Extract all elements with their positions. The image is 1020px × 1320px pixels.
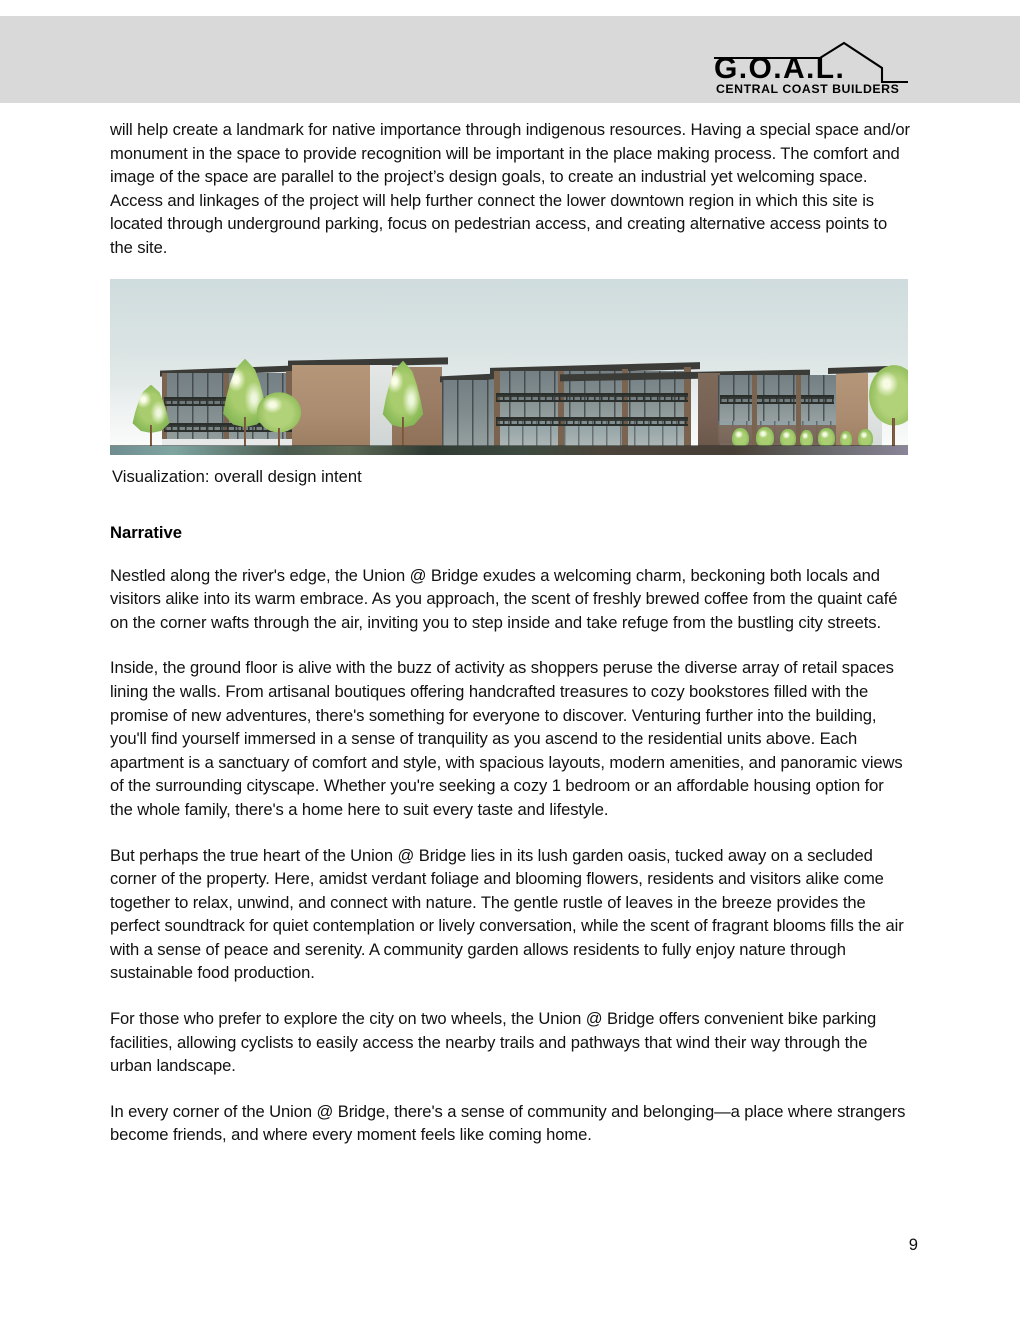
tree <box>256 391 302 447</box>
architectural-rendering-image <box>110 279 908 455</box>
railing-right-a-l3 <box>496 393 688 402</box>
tree-trunk <box>150 425 152 446</box>
mullion-right-a2 <box>558 371 564 447</box>
logo-tagline: CENTRAL COAST BUILDERS <box>716 82 900 96</box>
tree <box>868 363 908 447</box>
narrative-paragraph: But perhaps the true heart of the Union @ Bridge lies in its lush garden oasis, tucked away on a secluded corner of the property. Here, amidst verdant foliage and blooming flowers, residents and visitors alike come together to relax, unwind, and connect with nature. The gentle rustle of leaves in the breeze provides the perfect soundtrack for quiet contemplation or lively conversation, while the scent of fragrant blooms fills the air with a sense of peace and serenity. A community garden allows residents to fully enjoy nature through sustainable food production. <box>110 845 904 983</box>
stucco-fin-right <box>698 373 720 447</box>
planter-shrub <box>756 427 774 447</box>
narrative-heading: Narrative <box>110 522 182 542</box>
ground-plane <box>110 446 908 455</box>
tree-trunk <box>892 418 895 447</box>
railing-right-a-l2 <box>496 417 688 426</box>
narrative-paragraph: For those who prefer to explore the city on two wheels, the Union @ Bridge offers convenient bike parking facilities, allowing cyclists to easily access the nearby trails and pathways that wind their way through the urban landscape. <box>110 1009 877 1076</box>
railing-right-b-l3 <box>720 395 834 404</box>
continued-paragraph: will help create a landmark for native importance through indigenous resources. Having a special space and/or monument in the space to provide recognition will be important in the place making process. The comfort and image of the space are parallel to the project’s design goals, to create an industrial yet welcoming space. Access and linkages of the project will help further connect the lower downtown region in which this site is located through underground parking, focus on pedestrian access, and creating alternative access points to the site. <box>110 120 910 257</box>
mullion-right-a1 <box>494 371 500 447</box>
goal-logo <box>712 38 908 96</box>
tree-trunk <box>244 417 247 447</box>
narrative-paragraph: Nestled along the river's edge, the Union @ Bridge exudes a welcoming charm, beckoning both locals and visitors alike into its warm embrace. As you approach, the scent of freshly brewed coffee from the quaint café on the corner wafts through the air, inviting you to step inside and take refuge from the bustling city streets. <box>110 565 898 632</box>
page-header-band <box>0 16 1020 103</box>
goal-logo-svg <box>712 38 908 96</box>
tree <box>380 361 426 447</box>
mullion-right-a3 <box>622 369 628 447</box>
page-body <box>0 103 1020 1169</box>
narrative-paragraph: In every corner of the Union @ Bridge, there's a sense of community and belonging—a place where strangers become friends, and where every moment feels like coming home. <box>110 1101 906 1145</box>
tree-crown <box>868 363 908 429</box>
tree-trunk <box>402 417 404 446</box>
glazing-mid-wing <box>442 380 494 447</box>
figure-caption: Visualization: overall design intent <box>112 466 362 486</box>
logo-wordmark: G.O.A.L. <box>714 52 846 85</box>
narrative-paragraph: Inside, the ground floor is alive with the buzz of activity as shoppers peruse the diverse array of retail spaces lining the walls. From artisanal boutiques offering handcrafted treasures to cozy bookstores filled with the promise of new adventures, there's something for everyone to discover. Venturing further into the building, you'll find yourself immersed in a sense of tranquility as you ascend to the residential units above. Each apartment is a sanctuary of comfort and style, with spacious layouts, modern amenities, and panoramic views of the surrounding cityscape. Whether you're seeking a cozy 1 bedroom or an affordable housing option for the whole family, there's a home here to suit every taste and lifestyle. <box>110 658 903 819</box>
visualization-figure <box>110 279 908 488</box>
stucco-panel-center-left <box>292 365 370 447</box>
content-column <box>110 103 910 1147</box>
tree <box>130 385 172 447</box>
page-number: 9 <box>908 1235 918 1254</box>
